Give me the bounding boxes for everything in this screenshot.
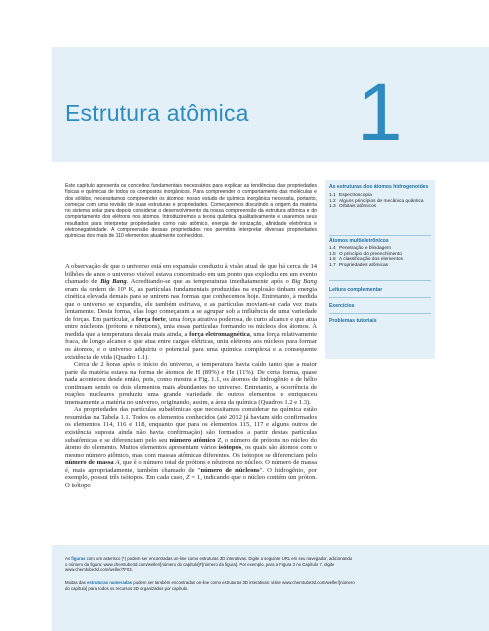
text-run: Big Bang [100,278,127,286]
footer-note-structures [65,580,355,591]
text-run: A [115,459,120,467]
text-run: , que é o número total de prótons e nêutrons no núcleo. O número de massa é, mais apropriadamente, também chamado de " [65,459,317,474]
text-run: força forte [136,315,166,323]
text-run: força eletromagnética [189,330,250,338]
text-run: número de massa [65,459,114,467]
item-label: Alguns princípios de mecânica quântica [339,198,424,204]
text-run: Muitas das [65,580,87,585]
contents-divider [329,280,431,281]
contents-section-multielectron [329,238,433,269]
item-number: 1.6 [329,257,336,263]
text-run: Big Bang [291,278,317,286]
contents-further-reading[interactable]: Leitura complementar [329,287,383,293]
item-number: 1.2 [329,198,336,204]
item-number: 1.5 [329,251,336,257]
text-run: com um asterisco (*) podem ser encontradas on-line como estruturas 3D interativas. Digite a seguinte URL em seu navegador, adicionando o número da figura: www.chemtube3d.com/weller/[número do capítulo]F[número da figura]. Por exemplo, para a Figura 3 no Capítulo 7, digite www.chemtube3d.com/weller/7F03. [65,556,353,573]
text-run: , uma força relativamente fraca, de longo alcance e que atua entre cargas elétricas, uniu elétrons aos núcleos para formar os átomos, e o universo adquiriu o potencial para uma química complexa e a consequente existência de vida (Quadro 1.1). [65,330,317,361]
contents-section-heading: As estruturas dos átomos hidrogenoides [329,184,429,190]
item-number: 1.1 [329,193,336,198]
item-label: Propriedades atômicas [339,263,389,269]
body-paragraph [65,406,317,489]
text-run: figuras [71,556,86,561]
contents-divider [329,313,431,314]
body-paragraph [65,263,317,361]
footer-note-figures [65,556,355,573]
text-run: estruturas numeradas [86,580,133,585]
text-run: número de núcleons [200,466,260,474]
item-number: 1.3 [329,204,336,210]
text-run: podem ser também encontradas on-line como estruturas 3D interativas: visite www.chemtube3d.com/weller/[número do capítulo] para todos os recursos 3D organizados por capítulo. [65,580,355,591]
item-number: 1.7 [329,263,336,269]
text-run: isótopos [218,444,242,452]
contents-section-hydrogenic [329,184,433,210]
contents-item[interactable] [329,204,433,210]
chapter-contents-sidebar [325,180,435,359]
text-run: ". O hidrogênio, por exemplo, possui três isótopos. Em cada caso, [65,466,317,482]
item-label: O princípio do preenchimento [339,251,402,257]
chapter-title: Estrutura atômica [65,100,249,126]
body-paragraph [65,361,317,406]
text-run: eram da ordem de 10⁹ K, as partículas fundamentais produzidas na explosão tinham energia cinética elevada demais para se unirem nas formas que conhecemos hoje. Entretanto, à medida que o universo se expandiu, ele também esfriava, e as partículas moviam-se cada vez mais lentamente. Desta forma, elas logo começaram a se agrupar sob a influência de uma variedade de forças. Em particular, a [65,285,317,323]
contents-item[interactable] [329,263,433,269]
chapter-number: 1 [357,67,403,158]
text-run: = 1, indicando que o núcleo contém um próton. O isótopo [65,474,317,489]
text-run: Z [185,474,190,482]
text-run: , os quais são átomos com o mesmo número atômico, mas com massas atômicas diferentes. Os isótopos se diferenciam pelo [65,444,317,459]
text-run: Z [217,436,222,444]
item-label: Orbitais atômicos [339,204,377,210]
item-label: Espectroscopia [339,193,372,198]
text-run: , o número de prótons no núcleo do átomo do elemento. Muitos elementos apresentam vários [65,436,317,452]
contents-tutorial-problems[interactable]: Problemas tutoriais [329,318,377,324]
item-label: A classificação dos elementos [339,257,403,263]
text-run: A observação de que o universo está em expansão conduziu à visão atual de que há cerca de 14 bilhões de anos o universo visível estava concentrado em um ponto que explodiu em um evento chamado de [65,263,317,286]
contents-section-heading: Átomos multieletrônicos [329,238,389,244]
text-run: As propriedades das partículas subatômicas que necessitamos considerar na química estão resumidas na Tabela 1.1. Todos os elementos conhecidos (até 2012 já haviam sido confirmados os elementos 114, 116 e 118, enquanto que para os elementos 115, 117 e alguns outros de existência suposta ainda não havia confirmação) são formados a partir destas partículas subatômicas e se diferenciam pelo seu [65,406,317,444]
chapter-intro: Este capítulo apresenta os conceitos fundamentais necessários para explicar as tendências das propriedades físicas e químicas de todos os compostos inorgânicos. Para compreender o comportamento das moléculas e dos sólidos, necessitamos compreender os átomos: nosso estudo de química inorgânica necessita, portanto, começar com uma revisão de suas estruturas e propriedades. Começaremos discutindo a origem da matéria no sistema solar para depois considerar o desenvolvimento da nossa compreensão da estrutura atômica e do comportamento dos elétrons nos átomos. Introduziremos a teoria quântica qualitativamente e usaremos seus resultados para interpretar propriedades como raio atômico, energia de ionização, afinidade eletrônica e eletronegatividade. A compreensão dessas propriedades nos permitirá interpretar diversas propriedades químicas dos mais de 110 elementos atualmente conhecidos. [65,183,317,239]
text-run: Cerca de 2 horas após o início do universo, a temperatura havia caído tanto que a maior parte da matéria estava na forma de átomos de H (89%) e He (11%). De certa forma, quase nada aconteceu desde então, pois, como mostra a Fig. 1.1, os átomos de hidrogênio e de hélio continuam sendo os dois elementos mais abundantes no universo. Entretanto, a ocorrência de reações nucleares produziu uma grande variedade de outros elementos e enriqueceu imensamente a matéria no universo, originando, assim, a área da química (Quadros 1.2 e 1.3). [65,361,317,406]
contents-divider [329,235,431,236]
text-run: , uma força atrativa poderosa, de curto alcance e que atua entre núcleons (prótons e nêutrons), unia essas partículas formando os núcleos dos átomos. À medida que a temperatura decaía mais ainda, a [65,315,317,338]
item-number: 1.4 [329,246,336,251]
item-label: Penetração e blindagem [339,246,392,251]
contents-exercises[interactable]: Exercícios [329,303,355,309]
text-run: . Acreditando-se que as temperaturas imediatamente após o [126,278,292,286]
text-run: As [65,556,72,561]
contents-divider [329,297,431,298]
text-run: número atômico [169,436,216,444]
body-text [65,263,317,489]
